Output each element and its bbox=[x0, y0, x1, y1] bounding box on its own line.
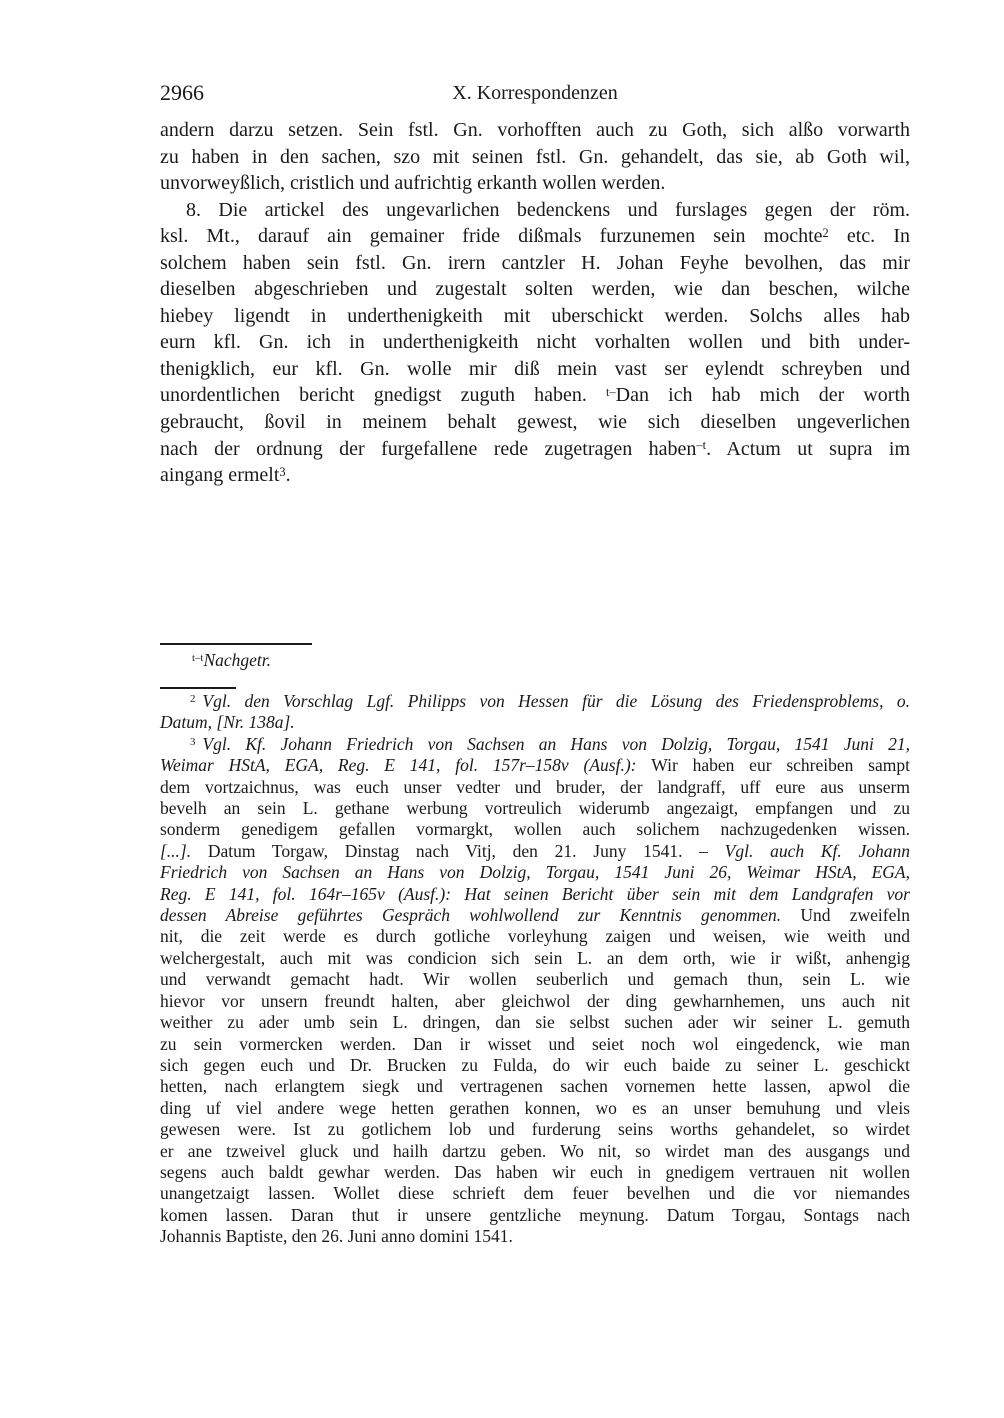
text-segment: welchergestalt, auch mit was condicion sich sein L. an dem orth, wie ir wißt, anhengig bbox=[160, 947, 910, 968]
main-text-block bbox=[160, 117, 910, 489]
footnote-line bbox=[160, 819, 910, 840]
text-segment: nit, die zeit werde es durch gotliche vorleyhung zaigen und weisen, wie weith und bbox=[160, 926, 910, 947]
footnotes-block bbox=[160, 691, 910, 1248]
text-segment: . bbox=[285, 464, 291, 487]
text-segment: Datum Torgaw, Dinstag nach Vitj, den 21. Juny 1541. – bbox=[207, 840, 725, 861]
footnote-line bbox=[160, 777, 910, 798]
footnote-line bbox=[160, 862, 910, 883]
text-segment: andern darzu setzen. Sein fstl. Gn. vorhofften auch zu Goth, sich alßo vorwarth bbox=[160, 119, 910, 141]
text-segment: bevelh an sein L. gethane werbung vortreulich widerumb angezaigt, empfangen und zu bbox=[160, 798, 910, 819]
footnote-reference-3: 3 bbox=[279, 464, 286, 479]
page-header bbox=[160, 80, 910, 106]
body-line bbox=[160, 144, 910, 171]
text-segment: dieselben abgeschrieben und zugestalt solten werden, wie dan beschen, wilche bbox=[160, 278, 910, 301]
text-segment: ksl. Mt., darauf ain gemainer fride dißmals furzunemen sein mochte bbox=[160, 225, 823, 248]
footnote-line bbox=[160, 926, 910, 947]
footnote-reference-2: 2 bbox=[822, 225, 829, 240]
text-segment: Friedrich von Sachsen an Hans von Dolzig, Torgau, 1541 Juni 26, Weimar HStA, EGA, bbox=[160, 862, 910, 883]
textcrit-apparatus-marker: t–t bbox=[192, 652, 204, 665]
text-segment: Wir haben eur schreiben sampt bbox=[651, 755, 910, 776]
body-line bbox=[160, 436, 910, 463]
footnote-line bbox=[160, 1055, 910, 1076]
footnote-line bbox=[160, 948, 910, 969]
body-line bbox=[160, 382, 910, 409]
text-segment: unvorweyßlich, cristlich und aufrichtig erkanth wollen werden. bbox=[160, 172, 666, 195]
text-segment: Reg. E 141, fol. 164r–165v (Ausf.): Hat seinen Bericht über sein mit dem Landgrafen vor bbox=[160, 883, 910, 904]
text-segment: hiebey ligendt in underthenigkeith mit uberschickt werden. Solchs alles hab bbox=[160, 304, 910, 327]
text-segment: ding uf viel andere wege hetten gerathen konnen, wo es an unser bemuhung und vleis bbox=[160, 1097, 910, 1118]
text-segment: sich gegen euch und Dr. Brucken zu Fulda, do wir euch baide zu seiner L. geschickt bbox=[160, 1054, 910, 1075]
text-segment: . Actum ut supra im bbox=[706, 437, 911, 460]
running-title: X. Korrespondenzen bbox=[452, 82, 618, 104]
paragraph-2 bbox=[160, 197, 910, 489]
body-line bbox=[160, 303, 910, 330]
body-line bbox=[160, 117, 910, 144]
apparatus-line bbox=[160, 649, 910, 671]
text-segment: weither zu ader umb sein L. dringen, dan sie selbst suchen ader wir seiner L. gemuth bbox=[160, 1012, 910, 1033]
footnote-line bbox=[160, 1226, 910, 1247]
footnote-line bbox=[160, 905, 910, 926]
footnote-line bbox=[160, 798, 910, 819]
text-segment: unordentlichen bericht gnedigst zuguth haben. bbox=[160, 384, 606, 407]
text-segment: dem vortzaichnus, was euch unser vedter und bruder, der landgraff, uff eure aus unserm bbox=[160, 776, 910, 797]
footnote-2 bbox=[160, 691, 910, 734]
text-segment: zu haben in den sachen, szo mit seinen fstl. Gn. gehandelt, das sie, ab Goth wil, bbox=[160, 145, 910, 168]
body-line bbox=[160, 197, 910, 224]
text-segment: Vgl. den Vorschlag Lgf. Philipps von Hessen für die Lösung des Friedensproblems, o. bbox=[202, 691, 910, 711]
text-segment: er ane tzweivel gluck und hailh dartzu geben. Wo nit, so wirdet man des ausgangs und bbox=[160, 1140, 910, 1161]
body-line bbox=[160, 276, 910, 303]
body-line bbox=[160, 409, 910, 436]
text-segment: gebraucht, ßovil in meinem behalt gewest, wie sich dieselben ungeverlichen bbox=[160, 411, 910, 434]
text-segment: dessen Abreise geführtes Gespräch wohlwollend zur Kenntnis genommen. bbox=[160, 905, 801, 926]
text-segment: Und zweifeln bbox=[800, 905, 910, 926]
footnote-line bbox=[160, 1205, 910, 1226]
body-line bbox=[160, 329, 910, 356]
footnote-line bbox=[160, 755, 910, 776]
textcrit-marker-close: –t bbox=[696, 438, 707, 453]
body-line bbox=[160, 223, 910, 250]
body-line bbox=[160, 356, 910, 383]
text-segment: zu sein vormercken werden. Dan ir wisset und seiet noch wol eingedenck, wie man bbox=[160, 1033, 910, 1054]
footnote-line bbox=[160, 1141, 910, 1162]
footnote-line bbox=[160, 691, 910, 712]
text-segment: segens auch baldt gewhar werden. Das haben wir euch in gnedigem vertrauen nit wollen bbox=[160, 1161, 910, 1182]
footnote-line bbox=[160, 1034, 910, 1055]
text-segment: komen lassen. Daran thut ir unsere gentzliche meynung. Datum Torgau, Sontags nach bbox=[160, 1204, 910, 1225]
paragraph-1 bbox=[160, 117, 910, 197]
text-segment: gewesen were. Ist zu gotlichem lob und furderung seins worths gehandelet, so wirdet bbox=[160, 1119, 910, 1140]
text-segment: Datum, [Nr. 138a]. bbox=[160, 712, 295, 733]
textcritical-apparatus bbox=[160, 649, 910, 671]
footnote-line bbox=[160, 1183, 910, 1204]
footnote-line bbox=[160, 841, 910, 862]
text-segment: [...]. bbox=[160, 840, 208, 861]
apparatus-rule bbox=[160, 643, 312, 645]
footnote-line bbox=[160, 1119, 910, 1140]
footnote-marker: 2 bbox=[190, 693, 196, 706]
footnote-separator-rule bbox=[160, 687, 236, 689]
body-line bbox=[160, 462, 910, 489]
text-segment: Nachgetr. bbox=[203, 650, 272, 670]
footnote-line bbox=[160, 1162, 910, 1183]
text-segment: sonderm genedigem gefallen vormargkt, wollen auch solichem nachzugedenken wissen. bbox=[160, 819, 910, 840]
body-line bbox=[160, 250, 910, 277]
page-number: 2966 bbox=[160, 80, 204, 105]
footnote-line bbox=[160, 991, 910, 1012]
text-segment: aingang ermelt bbox=[160, 464, 280, 487]
text-segment: etc. In bbox=[828, 225, 910, 248]
footnote-3 bbox=[160, 734, 910, 1248]
textcrit-marker-open: t– bbox=[606, 385, 616, 400]
text-segment: hievor vor unsern freundt halten, aber gleichwol der ding gewharnhemen, uns auch nit bbox=[160, 990, 910, 1011]
text-segment: eurn kfl. Gn. ich in underthenigkeith nicht vorhalten wollen und bith under- bbox=[160, 331, 910, 354]
footnote-line bbox=[160, 734, 910, 755]
text-segment: Dan ich hab mich der worth bbox=[615, 384, 910, 407]
footnote-line bbox=[160, 969, 910, 990]
text-segment: thenigklich, eur kfl. Gn. wolle mir diß mein vast ser eylendt schreyben und bbox=[160, 357, 910, 380]
footnote-line bbox=[160, 1076, 910, 1097]
text-segment: und verwandt gemacht hadt. Wir wollen seuberlich und gemach thun, sein L. wie bbox=[160, 969, 910, 990]
text-segment: Vgl. auch Kf. Johann bbox=[724, 840, 910, 861]
footnote-line bbox=[160, 1098, 910, 1119]
footnote-marker: 3 bbox=[190, 736, 196, 749]
text-segment: Weimar HStA, EGA, Reg. E 141, fol. 157r–158v (Ausf.): bbox=[160, 755, 652, 776]
text-segment: Vgl. Kf. Johann Friedrich von Sachsen an Hans von Dolzig, Torgau, 1541 Juni 21, bbox=[202, 733, 910, 754]
text-segment: nach der ordnung der furgefallene rede zugetragen haben bbox=[160, 437, 697, 460]
text-segment: hetten, nach erlangtem siegk und vertragenen sachen vornemen hette lassen, apwol die bbox=[160, 1076, 910, 1097]
text-segment: Johannis Baptiste, den 26. Juni anno domini 1541. bbox=[160, 1226, 513, 1247]
text-segment: solchem haben sein fstl. Gn. irern cantzler H. Johan Feyhe bevolhen, das mir bbox=[160, 251, 910, 274]
text-segment: 8. Die artickel des ungevarlichen bedenckens und furslages gegen der röm. bbox=[186, 198, 910, 221]
footnote-line bbox=[160, 712, 910, 733]
footnote-line bbox=[160, 1012, 910, 1033]
body-line bbox=[160, 170, 910, 197]
footnote-line bbox=[160, 884, 910, 905]
text-segment: unangetzaigt lassen. Wollet diese schrieft dem feuer bevelhen und die vor niemandes bbox=[160, 1183, 910, 1204]
